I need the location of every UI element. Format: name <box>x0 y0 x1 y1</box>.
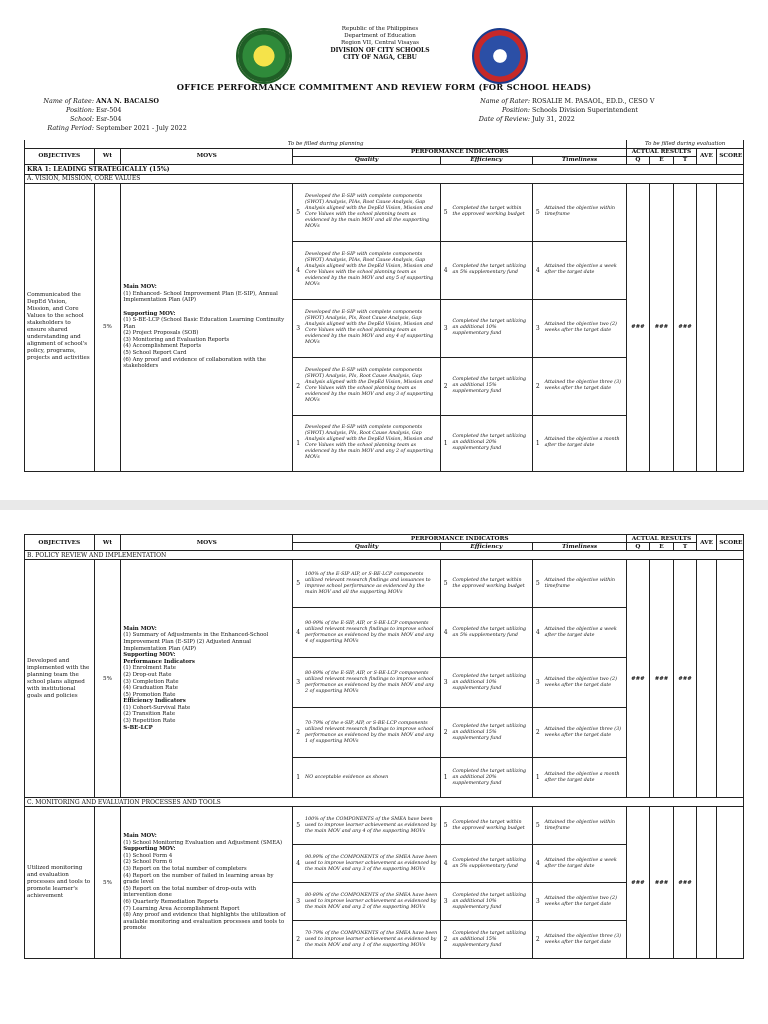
c-level-2-eff-rating: 2 <box>440 921 450 959</box>
c-level-3-time-rating: 3 <box>532 883 542 921</box>
movs-b-last: S-BE-LCP <box>123 724 153 731</box>
b-level-3-rating: 3 <box>293 658 303 708</box>
b-level-2-timeliness: Attained the objective three (3) weeks after the target date <box>543 708 627 758</box>
col-timeliness: Timeliness <box>532 156 626 164</box>
col-score: SCORE <box>717 148 744 164</box>
movs-b-eff-1: (1) Cohort-Survival Rate <box>123 704 191 711</box>
a-level-2-efficiency: Completed the target utilizing an additional 15% supplementary fund <box>450 357 532 415</box>
city-schools-seal-logo <box>236 28 292 84</box>
movs-b <box>121 560 293 798</box>
ratee-name-label: Name of Ratee: <box>43 97 94 105</box>
a-result-q: ### <box>627 183 650 471</box>
movs-b-eff-3: (3) Repetition Rate <box>123 718 176 725</box>
c-level-5-eff-rating: 5 <box>440 807 450 845</box>
a-level-1-rating: 1 <box>293 415 303 471</box>
a-level-2-rating: 2 <box>293 357 303 415</box>
col-efficiency: Efficiency <box>440 156 532 164</box>
c-level-5-efficiency: Completed the target within the approved working budget <box>451 807 533 845</box>
a-level-1-timeliness: Attained the objective a month after the target date <box>543 415 627 471</box>
col-timeliness-2: Timeliness <box>532 543 626 551</box>
movs-b-support-label: Supporting MOV: <box>123 652 176 659</box>
b-level-5-time-rating: 5 <box>532 560 542 608</box>
a-level-3-timeliness: Attained the objective two (2) weeks after the target date <box>543 299 627 357</box>
c-level-5-rating: 5 <box>293 807 303 845</box>
c-level-2-time-rating: 2 <box>532 921 542 959</box>
col-score-2: SCORE <box>717 535 744 551</box>
letterhead-text <box>290 26 470 61</box>
movs-b-perf-label: Performance Indicators <box>123 658 195 665</box>
city-name: CITY OF NAGA, CEBU <box>343 54 417 61</box>
b-level-1-quality: NO acceptable evidence as shown <box>303 758 440 798</box>
c-level-5-timeliness: Attained the objective within timeframe <box>543 807 627 845</box>
col-movs: MOVS <box>121 148 293 164</box>
b-level-4-timeliness: Attained the objective a week after the target date <box>543 608 627 658</box>
header-line-3: Region VII, Central Visayas <box>341 40 419 46</box>
form-sheet-2 <box>0 510 768 1024</box>
c-result-q: ### <box>627 807 650 959</box>
b-level-2-efficiency: Completed the target utilizing an additional 15% supplementary fund <box>451 708 533 758</box>
a-level-3-rating: 3 <box>293 299 303 357</box>
movs-c-support-3: (3) Report on the total number of completers <box>123 866 247 873</box>
b-level-3-timeliness: Attained the objective two (2) weeks after the target date <box>543 658 627 708</box>
b-level-4-eff-rating: 4 <box>440 608 450 658</box>
b-level-5-rating: 5 <box>293 560 303 608</box>
form-title: OFFICE PERFORMANCE COMMITMENT AND REVIEW FORM (FOR SCHOOL HEADS) <box>176 82 592 92</box>
c-level-2-efficiency: Completed the target utilizing an additional 15% supplementary fund <box>451 921 533 959</box>
b-level-1-efficiency: Completed the target utilizing an additional 20% supplementary fund <box>451 758 533 798</box>
ratee-position-label: Position: <box>66 106 94 114</box>
a-level-4-quality: Developed the E-SIP with complete components (SWOT) Analysis, PIAs, Root Cause Analysis, Gap Analysis aligned with the DepEd Vision, Mission and Core Values with the school planning team as evidenced by the main MOV and any 5 of supporting MOVs <box>303 241 440 299</box>
col-objectives-2: OBJECTIVES <box>25 535 95 551</box>
b-level-3-time-rating: 3 <box>532 658 542 708</box>
b-level-1-rating: 1 <box>293 758 303 798</box>
movs-c-main: (1) School Monitoring Evaluation and Adjustment (SMEA) <box>123 839 283 846</box>
objective-a: Communicated the DepEd Vision, Mission, and Core Values to the school stakeholders to ensure shared understanding and alignment of school's policy, programs, projects and activities <box>25 183 95 471</box>
movs-b-main: (1) Summary of Adjustments in the Enhanced-School Improvement Plan (E-SIP) (2) Adjusted Annual Implementation Plan (AIP) <box>123 632 269 652</box>
deped-seal-logo <box>472 28 528 84</box>
kra-heading: KRA 1: LEADING STRATEGICALLY (15%) <box>25 164 744 174</box>
a-result-t: ### <box>674 183 697 471</box>
c-result-t: ### <box>674 807 697 959</box>
movs-b-perf-4: (4) Graduation Rate <box>123 685 178 692</box>
c-level-2-timeliness: Attained the objective three (3) weeks after the target date <box>543 921 627 959</box>
rater-position: Schools Division Superintendent <box>532 106 638 114</box>
a-level-3-time-rating: 3 <box>532 299 542 357</box>
b-level-4-rating: 4 <box>293 608 303 658</box>
ratee-school-label: School: <box>70 115 94 123</box>
a-level-2-time-rating: 2 <box>532 357 542 415</box>
weight-c: 5% <box>94 807 121 959</box>
b-level-2-quality: 70-79% of the e-SIP, AIP, or S-BE-LCP components utilized relevant research findings to improve school performance as evidenced by the main MOV and any 1 of supporting MOVs <box>303 708 440 758</box>
division-name: DIVISION OF CITY SCHOOLS <box>330 47 430 54</box>
movs-c-support-7: (7) Learning Area Accomplishment Report <box>123 905 240 912</box>
a-level-1-quality: Developed the E-SIP with complete components (SWOT) Analysis, PIs, Root Cause Analysis, Gap Analysis aligned with the DepEd Vision, Mission and Core Values with the school planning team as evidenced by the main MOV and any 2 of supporting MOVs <box>303 415 440 471</box>
b-score-cell <box>717 560 744 798</box>
c-level-3-rating: 3 <box>293 883 303 921</box>
movs-a-support-2: (2) Project Proposals (SOB) <box>123 330 199 337</box>
b-level-5-quality: 100% of the E-SIP AIP, or S-BE-LCP components utilized relevant research findings and issuances to improve school performance as evidenced by the main MOV and all the supporting MOVs <box>303 560 440 608</box>
a-level-5-eff-rating: 5 <box>440 183 450 241</box>
movs-c-support-1: (1) School Form 4 <box>123 852 173 859</box>
performance-table-2 <box>24 534 744 959</box>
c-level-2-rating: 2 <box>293 921 303 959</box>
c-level-3-timeliness: Attained the objective two (2) weeks after the target date <box>543 883 627 921</box>
movs-c-support-label: Supporting MOV: <box>123 846 176 853</box>
movs-b-perf-2: (2) Drop-out Rate <box>123 671 172 678</box>
c-level-2-quality: 70-79% of the COMPONENTS of the SMEA have been used to improve learner achievement as evidenced by the main MOV and any 1 of the supporting MOVs <box>303 921 440 959</box>
ratee-info <box>24 97 187 133</box>
c-level-4-efficiency: Completed the target utilizing an 5% supplementary fund <box>451 845 533 883</box>
movs-a-support-4: (4) Accomplishment Reports <box>123 343 202 350</box>
b-level-3-quality: 80-89% of the E-SIP, AIP, or S-BE-LCP components utilized relevant research findings to improve school performance as evidenced by the main MOV and any 2 of supporting MOVs <box>303 658 440 708</box>
col-q: Q <box>627 156 650 164</box>
col-t: T <box>674 156 697 164</box>
c-level-4-rating: 4 <box>293 845 303 883</box>
b-level-3-eff-rating: 3 <box>440 658 450 708</box>
movs-a-support-1: (1) S-BE-LCP (School Basic Education Learning Continuity Plan <box>123 317 285 330</box>
rating-period-label: Rating Period: <box>47 124 94 132</box>
weight-b: 5% <box>94 560 121 798</box>
c-result-e: ### <box>649 807 674 959</box>
b-level-5-eff-rating: 5 <box>440 560 450 608</box>
col-objectives: OBJECTIVES <box>25 148 95 164</box>
a-level-5-timeliness: Attained the objective within timeframe <box>543 183 627 241</box>
b-level-5-timeliness: Attained the objective within timeframe <box>543 560 627 608</box>
a-level-5-quality: Developed the E-SIP with complete components (SWOT) Analysis, PIAs, Root Cause Analysis, Gap Analysis aligned with the DepEd Vision, Mission and Core Values with the school planning team as evidenced by the main MOV and all the supporting MOVs <box>303 183 440 241</box>
form-sheet-1 <box>0 0 768 500</box>
rater-name: ROSALIE M. PASAOL, ED.D., CESO V <box>532 97 655 105</box>
c-level-4-quality: 90.99% of the COMPONENTS of the SMEA have been used to improve learner achievement as evidenced by the main MOV and any 3 of the supporting MOVs <box>303 845 440 883</box>
movs-b-perf-3: (3) Completion Rate <box>123 678 179 685</box>
movs-c-support-8: (8) Any proof and evidence that highlights the utilization of available monitoring and evaluation processes and tools to promote <box>123 912 286 932</box>
c-level-3-eff-rating: 3 <box>440 883 450 921</box>
movs-c-support-5: (5) Report on the total number of drop-outs with intervention done <box>123 885 257 899</box>
movs-a <box>121 183 293 471</box>
movs-a-support-5: (5) School Report Card <box>123 350 187 357</box>
col-efficiency-2: Efficiency <box>440 543 532 551</box>
ratee-name: ANA N. BACALSO <box>96 97 159 105</box>
col-wt: Wt <box>94 148 121 164</box>
b-result-e: ### <box>649 560 674 798</box>
col-quality-2: Quality <box>293 543 440 551</box>
col-t-2: T <box>674 543 697 551</box>
col-wt-2: Wt <box>94 535 121 551</box>
weight-a: 5% <box>94 183 121 471</box>
col-e-2: E <box>649 543 674 551</box>
a-level-3-efficiency: Completed the target utilizing an additional 10% supplementary fund <box>450 299 532 357</box>
col-q-2: Q <box>627 543 650 551</box>
col-ave-2: AVE <box>696 535 716 551</box>
a-level-4-rating: 4 <box>293 241 303 299</box>
b-level-2-eff-rating: 2 <box>440 708 450 758</box>
col-ave: AVE <box>696 148 716 164</box>
b-level-1-eff-rating: 1 <box>440 758 450 798</box>
movs-c-support-4: (4) Report on the number of failed in learning areas by grade level <box>123 872 274 886</box>
b-result-t: ### <box>674 560 697 798</box>
c-score-cell <box>717 807 744 959</box>
review-date: July 31, 2022 <box>532 115 575 123</box>
movs-a-support-3: (3) Monitoring and Evaluation Reports <box>123 336 230 343</box>
performance-table-1 <box>24 140 744 472</box>
col-performance-indicators: PERFORMANCE INDICATORS <box>293 148 627 156</box>
a-level-4-efficiency: Completed the target utilizing an 5% supplementary fund <box>450 241 532 299</box>
ratee-position: Esr-504 <box>96 106 122 114</box>
rater-position-label: Position: <box>502 106 530 114</box>
a-level-3-quality: Developed the E-SIP with complete components (SWOT) Analysis, Pls, Root Cause Analysis, Gap Analysis aligned with the DepEd Vision, Mission and Core Values with the school planning team as evidenced by the main MOV and any 4 of supporting MOVs <box>303 299 440 357</box>
b-level-1-timeliness: Attained the objective a month after the target date <box>543 758 627 798</box>
a-level-2-eff-rating: 2 <box>440 357 450 415</box>
a-level-1-eff-rating: 1 <box>440 415 450 471</box>
rater-name-label: Name of Rater: <box>480 97 530 105</box>
planning-note: To be filled during planning <box>25 140 627 148</box>
movs-c-support-6: (6) Quarterly Remediation Reports <box>123 898 219 905</box>
col-actual-results-2: ACTUAL RESULTS <box>627 535 697 543</box>
a-level-4-timeliness: Attained the objective a week after the target date <box>543 241 627 299</box>
col-movs-2: MOVS <box>121 535 293 551</box>
col-e: E <box>649 156 674 164</box>
movs-c-support-2: (2) School Form 6 <box>123 859 173 866</box>
a-level-4-time-rating: 4 <box>532 241 542 299</box>
b-level-1-time-rating: 1 <box>532 758 542 798</box>
b-ave-cell <box>696 560 716 798</box>
a-level-2-quality: Developed the E-SIP with complete components (SWOT) Analysis, PIs, Root Cause Analysis, Gap Analysis aligned with the DepEd Vision, Mission and Core Values with the school planning team as evidenced by the main MOV and any 3 of supporting MOVs <box>303 357 440 415</box>
c-level-4-timeliness: Attained the objective a week after the target date <box>543 845 627 883</box>
a-level-3-eff-rating: 3 <box>440 299 450 357</box>
b-level-2-rating: 2 <box>293 708 303 758</box>
section-c-heading: C. MONITORING AND EVALUATION PROCESSES AND TOOLS <box>25 798 744 807</box>
header-line-1: Republic of the Philippines <box>341 26 419 32</box>
col-performance-indicators-2: PERFORMANCE INDICATORS <box>293 535 627 543</box>
a-level-5-efficiency: Completed the target within the approved working budget <box>450 183 532 241</box>
a-ave-cell <box>696 183 716 471</box>
movs-b-eff-2: (2) Transition Rate <box>123 711 176 718</box>
a-result-e: ### <box>649 183 674 471</box>
movs-a-support-6: (6) Any proof and evidence of collaboration with the stakeholders <box>123 356 267 370</box>
movs-c-main-label: Main MOV: <box>123 833 157 840</box>
objective-c: Utilized monitoring and evaluation processes and tools to promote learner's achievement <box>25 807 95 959</box>
b-level-4-time-rating: 4 <box>532 608 542 658</box>
c-ave-cell <box>696 807 716 959</box>
movs-b-perf-1: (1) Enrolment Rate <box>123 665 176 672</box>
col-quality: Quality <box>293 156 440 164</box>
c-level-4-eff-rating: 4 <box>440 845 450 883</box>
c-level-4-time-rating: 4 <box>532 845 542 883</box>
c-level-5-quality: 100% of the COMPONENTS of the SMEA have been used to improve learner achievement as evidenced by the main MOV and any 4 of the supporting MOVs <box>303 807 440 845</box>
movs-b-main-label: Main MOV: <box>123 625 157 632</box>
movs-b-eff-label: Efficiency Indicators <box>123 698 186 705</box>
movs-a-main: (1) Enhanced- School Improvement Plan (E-SIP), Annual Implementation Plan (AIP) <box>123 290 278 304</box>
a-level-1-efficiency: Completed the target utilizing an additional 20% supplementary fund <box>450 415 532 471</box>
section-b-heading: B. POLICY REVIEW AND IMPLEMENTATION <box>25 551 744 560</box>
objective-b: Developed and implemented with the planning team the school plans aligned with institutional goals and policies <box>25 560 95 798</box>
a-level-1-time-rating: 1 <box>532 415 542 471</box>
movs-a-main-label: Main MOV: <box>123 284 157 291</box>
a-level-5-rating: 5 <box>293 183 303 241</box>
b-level-2-time-rating: 2 <box>532 708 542 758</box>
movs-a-support-label: Supporting MOV: <box>123 310 176 317</box>
col-actual-results: ACTUAL RESULTS <box>627 148 697 156</box>
b-level-5-efficiency: Completed the target within the approved working budget <box>451 560 533 608</box>
c-level-5-time-rating: 5 <box>532 807 542 845</box>
a-score-cell <box>717 183 744 471</box>
a-level-5-time-rating: 5 <box>532 183 542 241</box>
b-level-4-quality: 90-99% of the E-SIP, AIP, or S-BE-LCP components utilized relevant research findings to improve school performance as evidenced by the main MOV and any 4 of supporting MOVs <box>303 608 440 658</box>
c-level-3-efficiency: Completed the target utilizing an additional 10% supplementary fund <box>451 883 533 921</box>
b-result-q: ### <box>627 560 650 798</box>
movs-b-perf-5: (5) Promotion Rate <box>123 691 176 698</box>
ratee-school: Esr-504 <box>96 115 122 123</box>
b-level-3-efficiency: Completed the target utilizing an additional 10% supplementary fund <box>451 658 533 708</box>
c-level-3-quality: 80-89% of the COMPONENTS of the SMEA have been used to improve learner achievement as evidenced by the main MOV and any 2 of the supporting MOVs <box>303 883 440 921</box>
header-line-2: Department of Education <box>344 33 416 39</box>
movs-c <box>121 807 293 959</box>
b-level-4-efficiency: Completed the target utilizing an 5% supplementary fund <box>451 608 533 658</box>
rating-period: September 2021 - July 2022 <box>96 124 187 132</box>
section-a-heading: A. VISION, MISSION, CORE VALUES <box>25 174 744 183</box>
rater-info <box>460 97 654 124</box>
a-level-2-timeliness: Attained the objective three (3) weeks after the target date <box>543 357 627 415</box>
review-date-label: Date of Review: <box>478 115 530 123</box>
evaluation-note: To be filled during evaluation <box>627 140 744 148</box>
a-level-4-eff-rating: 4 <box>440 241 450 299</box>
